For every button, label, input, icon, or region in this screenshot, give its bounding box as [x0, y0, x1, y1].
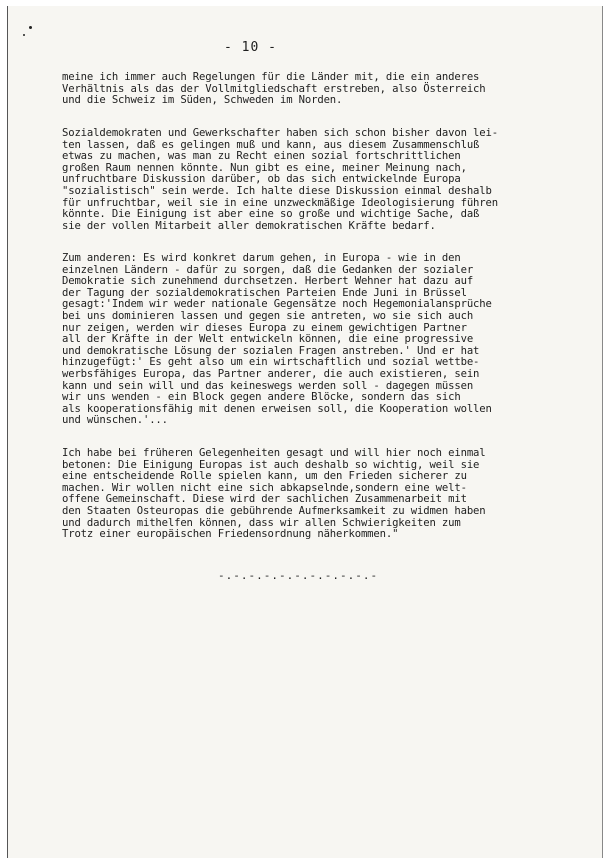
- paragraph-3: [62, 253, 492, 427]
- page-number: - 10 -: [224, 40, 277, 55]
- text-line: und die Schweiz im Süden, Schweden im Norden.: [62, 94, 343, 107]
- text-line: hinzugefügt:' Es geht also um ein wirtschaftlich und sozial wettbe-: [62, 356, 480, 369]
- paragraph-4: [62, 448, 486, 541]
- text-line: der Tagung der sozialdemokratischen Parteien Ende Juni in Brüssel: [62, 286, 467, 299]
- text-line: kann und sein will und das keineswegs werden soll - dagegen müssen: [62, 379, 474, 392]
- text-line: all der Kräfte in der Welt entwickeln können, die eine progressive: [62, 333, 474, 346]
- text-line: bei uns dominieren lassen und gegen sie antreten, wo sie sich auch: [62, 309, 474, 322]
- text-line: etwas zu machen, was man zu Recht einen sozial fortschrittlichen: [62, 150, 461, 163]
- text-line: machen. Wir wollen nicht eine sich abkapselnde,sondern eine welt-: [62, 481, 467, 494]
- text-line: Trotz einer europäischen Friedensordnung näherkommen.": [62, 528, 399, 541]
- text-line: Demokratie sich zunehmend durchsetzen. Herbert Wehner hat dazu auf: [62, 275, 474, 288]
- text-line: unfruchtbare Diskussion darüber, ob das sich entwickelnde Europa: [62, 173, 461, 186]
- text-line: betonen: Die Einigung Europas ist auch deshalb so wichtig, weil sie: [62, 458, 480, 471]
- text-line: als kooperationsfähig mit denen erweisen soll, die Kooperation wollen: [62, 402, 492, 415]
- text-line: und wünschen.'...: [62, 414, 168, 427]
- text-line: werbsfähiges Europa, das Partner anderer, die auch existieren, sein: [62, 367, 480, 380]
- text-line: Verhältnis als das der Vollmitgliedschaft erstreben, also Österreich: [62, 82, 486, 95]
- text-line: eine entscheidende Rolle spielen kann, um den Frieden sicherer zu: [62, 470, 467, 483]
- text-line: den Staaten Osteuropas die gebührende Aufmerksamkeit zu widmen haben: [62, 504, 486, 517]
- scan-speck: [29, 26, 32, 29]
- text-line: Ich habe bei früheren Gelegenheiten gesagt und will hier noch einmal: [62, 447, 486, 459]
- text-line: könnte. Die Einigung ist aber eine so große und wichtige Sache, daß: [62, 208, 480, 221]
- document-page: [7, 6, 603, 858]
- text-line: für unfruchtbar, weil sie in eine unzweckmäßige Ideologisierung führen: [62, 196, 498, 209]
- text-line: nur zeigen, werden wir dieses Europa zu einem gewichtigen Partner: [62, 321, 467, 334]
- section-separator: -.-.-.-.-.-.-.-.-.-.-: [218, 569, 379, 582]
- text-line: Sozialdemokraten und Gewerkschafter haben sich schon bisher davon lei-: [62, 127, 498, 139]
- text-line: großen Raum nennen könnte. Nun gibt es eine, meiner Meinung nach,: [62, 161, 467, 174]
- paragraph-1: [62, 72, 486, 107]
- paragraph-2: [62, 128, 498, 232]
- text-line: ten lassen, daß es gelingen muß und kann, aus diesem Zusammenschluß: [62, 138, 480, 151]
- text-line: meine ich immer auch Regelungen für die Länder mit, die ein anderes: [62, 71, 480, 83]
- text-line: einzelnen Ländern - dafür zu sorgen, daß die Gedanken der sozialer: [62, 263, 474, 276]
- text-line: "sozialistisch" sein werde. Ich halte diese Diskussion einmal deshalb: [62, 184, 492, 197]
- text-line: offene Gemeinschaft. Diese wird der sachlichen Zusammenarbeit mit: [62, 493, 467, 506]
- text-line: und dadurch mithelfen können, dass wir allen Schwierigkeiten zum: [62, 516, 461, 529]
- text-line: und demokratische Lösung der sozialen Fragen anstreben.' Und er hat: [62, 344, 480, 357]
- text-line: sie der vollen Mitarbeit aller demokratischen Kräfte bedarf.: [62, 219, 436, 232]
- text-line: wir uns wenden - ein Block gegen andere Blöcke, sondern das sich: [62, 391, 461, 404]
- text-line: Zum anderen: Es wird konkret darum gehen, in Europa - wie in den: [62, 252, 461, 264]
- scan-speck: [23, 34, 25, 36]
- text-line: gesagt:'Indem wir weder nationale Gegensätze noch Hegemonialansprüche: [62, 298, 492, 311]
